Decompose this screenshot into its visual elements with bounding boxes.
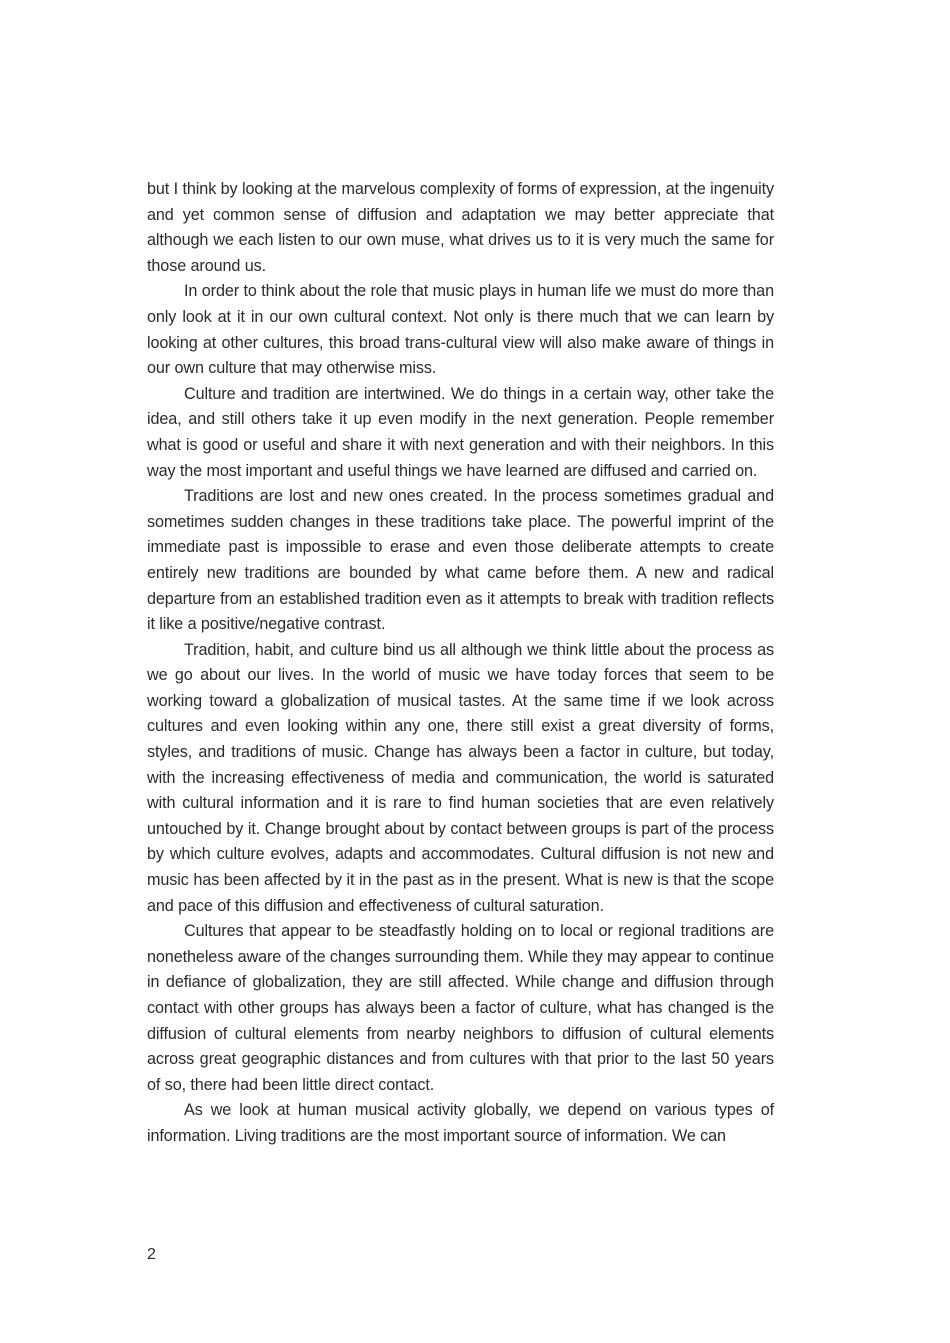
paragraph-5: Tradition, habit, and culture bind us all although we think little about the process as we go about our lives. In the world of music we have today forces that seem to be working toward a globalization of musical tastes. At the same time if we look across cultures and even looking within any one, there still exist a great diversity of forms, styles, and traditions of music. Change has always been a factor in culture, but today, with the increasing effectiveness of media and communication, the world is saturated with cultural information and it is rare to find human societies that are even relatively untouched by it. Change brought about by contact between groups is part of the process by which culture evolves, adapts and accommodates. Cultural diffusion is not new and music has been affected by it in the past as in the present. What is new is that the scope and pace of this diffusion and effectiveness of cultural saturation. (147, 640, 774, 915)
body-text (147, 177, 774, 1150)
paragraph-3: Culture and tradition are intertwined. We do things in a certain way, other take the idea, and still others take it up even modify in the next generation. People remember what is good or useful and share it with next generation and with their neighbors. In this way the most important and useful things we have learned are diffused and carried on. (147, 384, 774, 480)
paragraph-6: Cultures that appear to be steadfastly holding on to local or regional traditions are nonetheless aware of the changes surrounding them. While they may appear to continue in defiance of globalization, they are still affected. While change and diffusion through contact with other groups has always been a factor of culture, what has changed is the diffusion of cultural elements from nearby neighbors to diffusion of cultural elements across great geographic distances and from cultures with that prior to the last 50 years of so, there had been little direct contact. (147, 922, 774, 1094)
paragraph-4: Traditions are lost and new ones created. In the process sometimes gradual and sometimes sudden changes in these traditions take place. The powerful imprint of the immediate past is impossible to erase and even those deliberate attempts to create entirely new traditions are bounded by what came before them. A new and radical departure from an established tradition even as it attempts to break with tradition reflects it like a positive/negative contrast. (147, 487, 774, 634)
page-number: 2 (147, 1246, 156, 1263)
paragraph-7: As we look at human musical activity globally, we depend on various types of information. Living traditions are the most important source of information. We can (147, 1101, 774, 1145)
paragraph-2: In order to think about the role that music plays in human life we must do more than only look at it in our own cultural context. Not only is there much that we can learn by looking at other cultures, this broad trans-cultural view will also make aware of things in our own culture that may otherwise miss. (147, 282, 774, 378)
paragraph-1: but I think by looking at the marvelous complexity of forms of expression, at the ingenuity and yet common sense of diffusion and adaptation we may better appreciate that although we each listen to our own muse, what drives us to it is very much the same for those around us. (147, 180, 774, 275)
